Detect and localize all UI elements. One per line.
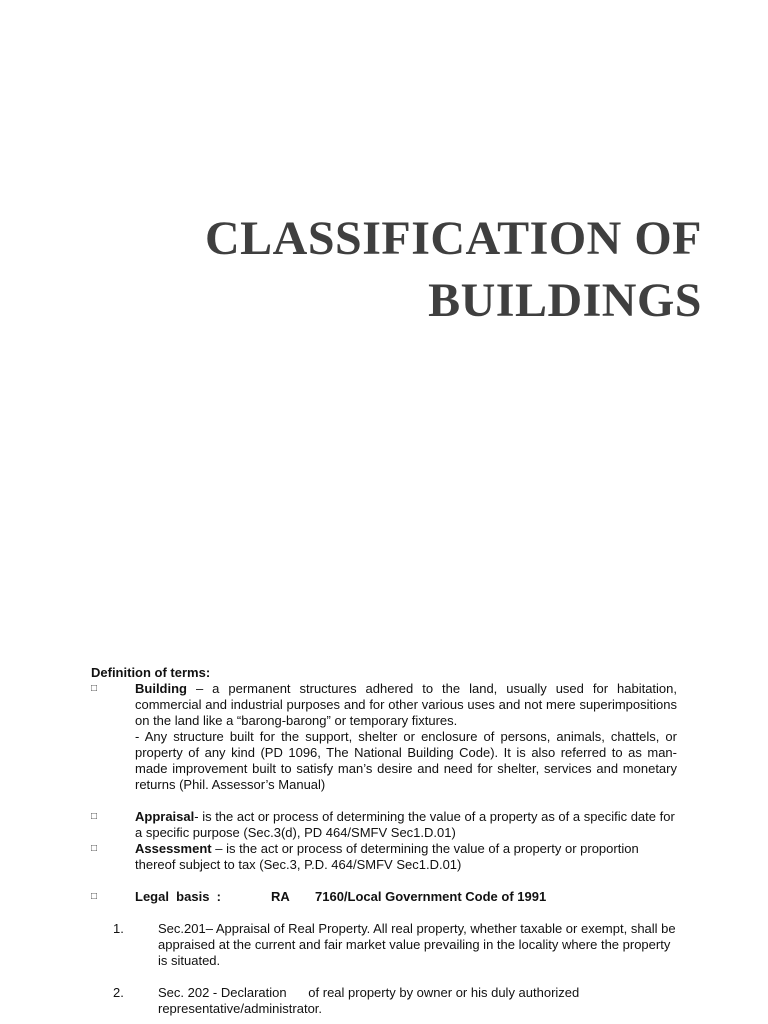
square-bullet-icon: □ [91,843,98,854]
assessment-definition: – is the act or process of determining the value of a property or proportion thereof subject to tax (Sec.3, P.D. 464/SMFV Sec1.D.01) [135,841,639,872]
legal-basis-label: Legal basis : [135,889,221,904]
definitions-section [91,665,677,1017]
definition-assessment-text [135,841,677,873]
term-assessment: Assessment [135,841,212,856]
building-definition: – a permanent structures adhered to the land, usually used for habitation, commercial and industrial purposes and for other various uses and not mere superimpositions on the land like a “barong-barong” or temporary fixtures. [135,681,677,728]
numbered-item-1 [91,921,677,969]
square-bullet-icon: □ [91,683,98,694]
numbered-item-text: Sec.201– Appraisal of Real Property. All real property, whether taxable or exempt, shall be appraised at the current and fair market value prevailing in the locality where the property is situated. [158,921,676,968]
document-title [205,208,702,332]
square-bullet-icon: □ [91,811,98,822]
term-appraisal: Appraisal [135,809,195,824]
definition-building [91,681,677,793]
definition-appraisal [91,809,677,841]
definitions-heading: Definition of terms: [91,665,211,680]
building-definition-extended: - Any structure built for the support, shelter or enclosure of persons, animals, chattels, or property of any kind (PD 1096, The National Building Code). It is also referred to as man-made improvement built to satisfy man’s desire and need for shelter, services and monetary returns (Phil. Assessor’s Manual) [135,729,677,792]
title-line-1: CLASSIFICATION OF [204,212,702,265]
legal-basis-law: 7160/Local Government Code of 1991 [315,889,547,904]
item-number: 1. [113,921,124,936]
title-line-2: BUILDINGS [428,274,702,327]
legal-basis-line [135,889,677,905]
term-building: Building [135,681,187,696]
legal-basis [91,889,677,905]
appraisal-definition: - is the act or process of determining the value of a property as of a specific date for a specific purpose (Sec.3(d), PD 464/SMFV Sec1.D.01) [135,809,675,840]
item-number: 2. [113,985,124,1000]
definition-assessment [91,841,677,873]
legal-basis-ra: RA [271,889,290,904]
square-bullet-icon: □ [91,891,98,902]
numbered-item-text: Sec. 202 - Declaration of real property by owner or his duly authorized representative/administrator. [158,985,583,1016]
definition-appraisal-text [135,809,677,841]
definition-building-text [135,681,677,729]
numbered-item-2 [91,985,677,1017]
